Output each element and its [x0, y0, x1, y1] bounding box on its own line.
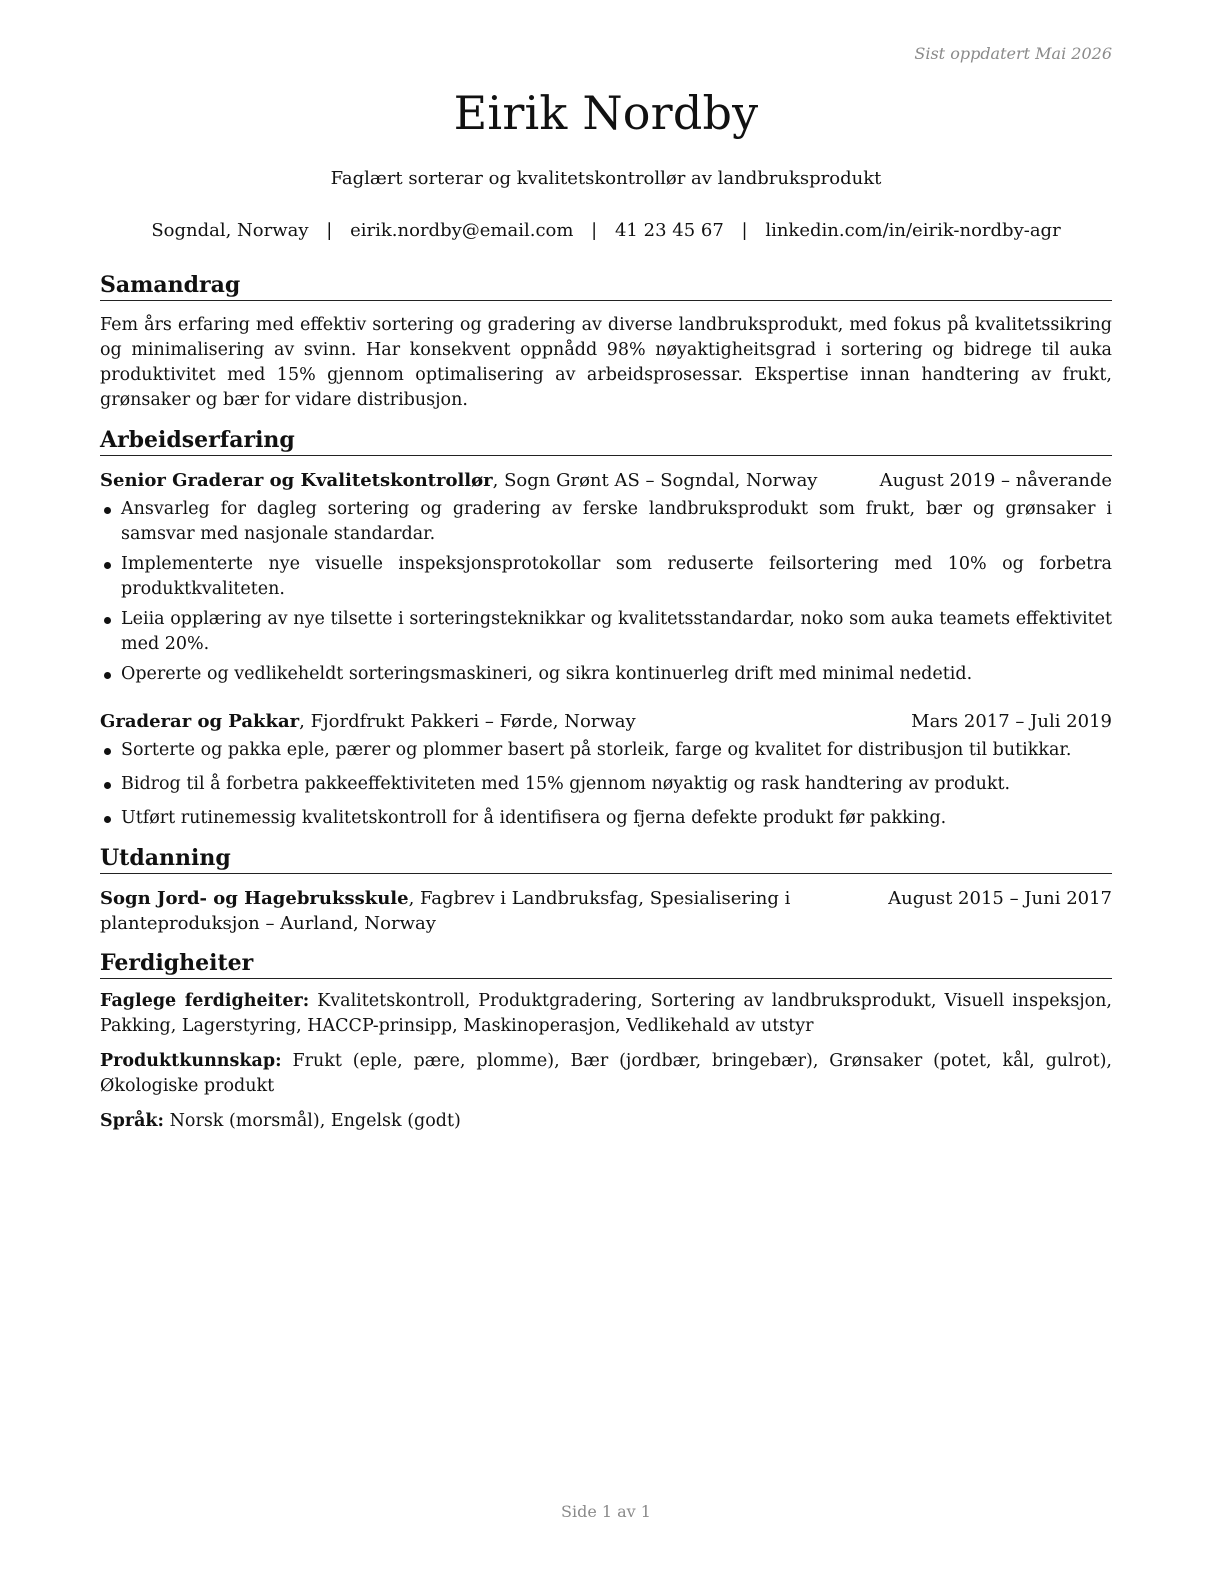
- skill-label: Språk:: [100, 1111, 165, 1131]
- job-bullet: Leiia opplæring av nye tilsette i sorteringsteknikkar og kvalitetsstandardar, noko som auka teamets effektivitet med 20%.: [100, 607, 1112, 657]
- job-bullet: Ansvarleg for dagleg sortering og gradering av ferske landbruksprodukt som frukt, bær og grønsaker i samsvar med nasjonale standardar.: [100, 497, 1112, 547]
- section-title-experience: Arbeidserfaring: [100, 427, 1112, 456]
- education-section: [100, 845, 1112, 936]
- skill-text: Kvalitetskontroll, Produktgradering, Sortering av landbruksprodukt, Visuell inspeksjon, Pakking, Lagerstyring, HACCP-prinsipp, Maskinoperasjon, Vedlikehald av utstyr: [100, 991, 1112, 1036]
- job-dates: Mars 2017 – Juli 2019: [911, 711, 1112, 732]
- contact-email[interactable]: eirik.nordby@email.com: [350, 220, 574, 241]
- section-title-summary: Samandrag: [100, 272, 1112, 301]
- education-entry: [100, 886, 1112, 936]
- resume-content: [100, 272, 1112, 1148]
- last-updated: Sist oppdatert Mai 2026: [914, 44, 1112, 63]
- skill-label: Faglege ferdigheiter:: [100, 991, 310, 1011]
- job-bullets: [100, 497, 1112, 687]
- contact-separator: |: [326, 220, 333, 241]
- job-role: Graderar og Pakkar: [100, 711, 300, 732]
- job-bullet: Implementerte nye visuelle inspeksjonsprotokollar som reduserte feilsortering med 10% og forbetra produktkvaliteten.: [100, 552, 1112, 602]
- skill-text: Norsk (morsmål), Engelsk (godt): [169, 1111, 461, 1131]
- contact-separator: |: [741, 220, 748, 241]
- job-entry: [100, 709, 1112, 831]
- summary-text: Fem års erfaring med effektiv sortering og gradering av diverse landbruksprodukt, med fokus på kvalitetssikring og minimalisering av svinn. Har konsekvent oppnådd 98% nøyaktigheitsgrad i sortering og bidrege til auka produktivitet med 15% gjennom optimalisering av arbeidsprosessar. Ekspertise innan handtering av frukt, grønsaker og bær for vidare distribusjon.: [100, 315, 1112, 410]
- skill-row: [100, 1109, 1112, 1134]
- section-title-skills: Ferdigheiter: [100, 950, 1112, 979]
- education-details: , Fagbrev i Landbruksfag, Spesialisering i planteproduksjon – Aurland, Norway: [100, 888, 791, 934]
- skills-section: [100, 950, 1112, 1134]
- skill-row: [100, 1049, 1112, 1099]
- job-bullet: Opererte og vedlikeheldt sorteringsmaskineri, og sikra kontinuerleg drift med minimal nedetid.: [100, 662, 1112, 687]
- job-bullet: Bidrog til å forbetra pakkeeffektiviteten med 15% gjennom nøyaktig og rask handtering av produkt.: [100, 772, 1112, 797]
- person-name: Eirik Nordby: [453, 86, 759, 140]
- experience-section: [100, 427, 1112, 831]
- job-bullets: [100, 738, 1112, 831]
- education-school: Sogn Jord- og Hagebruksskule: [100, 888, 409, 909]
- contact-location: Sogndal, Norway: [151, 220, 309, 241]
- skill-row: [100, 989, 1112, 1039]
- job-header: [100, 468, 1112, 493]
- job-company: , Fjordfrukt Pakkeri – Førde, Norway: [299, 711, 636, 732]
- job-bullet: Utført rutinemessig kvalitetskontroll for å identifisera og fjerna defekte produkt før pakking.: [100, 806, 1112, 831]
- resume-page: [100, 0, 1112, 1584]
- contact-line: [100, 220, 1112, 241]
- job-dates: August 2019 – nåverande: [879, 470, 1112, 491]
- job-company: , Sogn Grønt AS – Sogndal, Norway: [492, 470, 818, 491]
- page-number: Side 1 av 1: [561, 1502, 651, 1521]
- contact-phone: 41 23 45 67: [614, 220, 724, 241]
- job-bullet: Sorterte og pakka eple, pærer og plommer basert på storleik, farge og kvalitet for distribusjon til butikkar.: [100, 738, 1112, 763]
- skill-label: Produktkunnskap:: [100, 1051, 282, 1071]
- contact-linkedin[interactable]: linkedin.com/in/eirik-nordby-agr: [765, 220, 1061, 241]
- tagline: Faglært sorterar og kvalitetskontrollør av landbruksprodukt: [330, 168, 882, 189]
- contact-separator: |: [591, 220, 598, 241]
- skill-text: Frukt (eple, pære, plomme), Bær (jordbær, bringebær), Grønsaker (potet, kål, gulrot), Økologiske produkt: [100, 1051, 1112, 1096]
- job-entry: [100, 468, 1112, 687]
- section-title-education: Utdanning: [100, 845, 1112, 874]
- job-header: [100, 709, 1112, 734]
- education-dates: August 2015 – Juni 2017: [888, 888, 1112, 909]
- summary-section: [100, 272, 1112, 413]
- job-role: Senior Graderar og Kvalitetskontrollør: [100, 470, 493, 491]
